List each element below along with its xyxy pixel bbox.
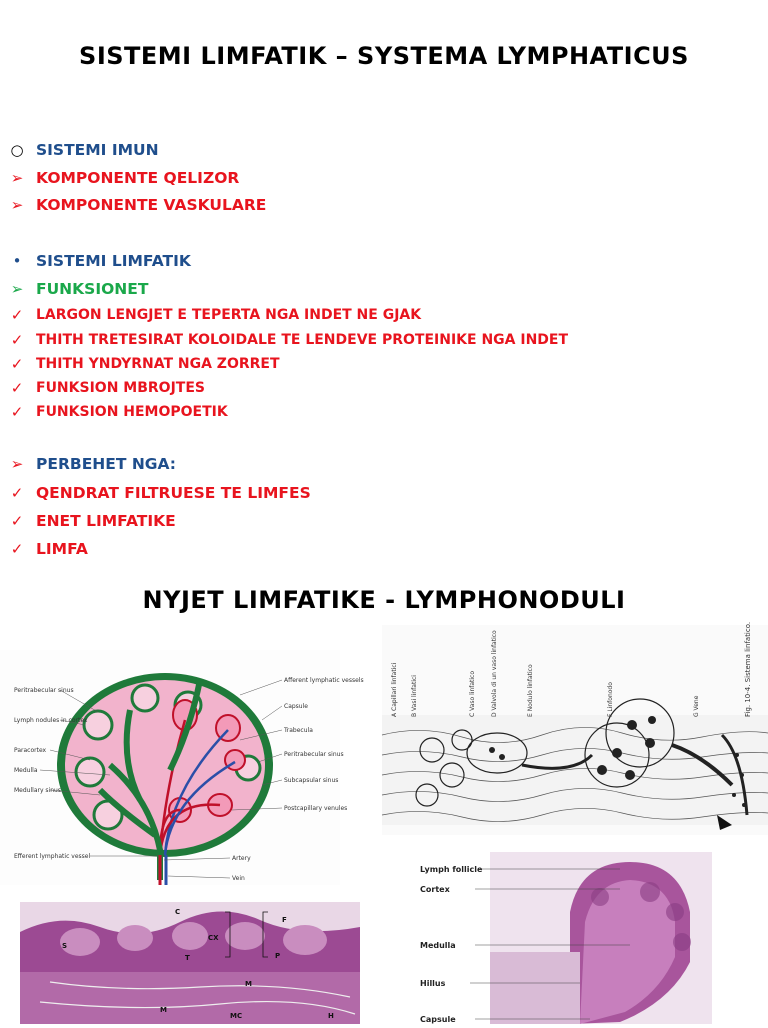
histology-label: C	[175, 908, 181, 916]
histology-micrograph-right	[420, 852, 712, 1024]
histology-label: MC	[230, 1012, 243, 1020]
histology-label: Capsule	[420, 1015, 456, 1024]
check-icon: ✓	[10, 403, 24, 421]
figure-caption: Fig. 10-4. Sistema linfatico.	[744, 621, 752, 717]
histology-micrograph-left	[20, 902, 360, 1024]
check-icon: ✓	[10, 512, 24, 530]
node-label: Postcapillary venules	[284, 805, 348, 812]
check-icon: ✓	[10, 355, 24, 373]
check-icon: ✓	[10, 331, 24, 349]
node-label: Paracortex	[14, 747, 47, 754]
list-item-text: KOMPONENTE QELIZOR	[36, 169, 240, 187]
histology-label: F	[282, 916, 287, 924]
node-label: Medullary sinus	[14, 787, 61, 794]
list-item-text: LIMFA	[36, 540, 88, 558]
node-label: Subcapsular sinus	[284, 777, 339, 784]
check-icon: ✓	[10, 484, 24, 502]
histology-label: Medulla	[420, 941, 456, 950]
check-icon: ✓	[10, 379, 24, 397]
histology-image	[420, 852, 712, 1024]
lymph-node-illustration	[0, 650, 364, 885]
node-label: Artery	[232, 855, 251, 862]
list-item-text: KOMPONENTE VASKULARE	[36, 196, 267, 214]
histology-label: S	[62, 942, 68, 950]
node-label: Capsule	[284, 703, 308, 710]
system-label: A Capillari linfatici	[391, 662, 398, 717]
system-label: C Vaso linfatico	[469, 670, 476, 717]
arrow-bullet-icon: ➢	[10, 280, 24, 298]
list-item-text: FUNKSION HEMOPOETIK	[36, 404, 228, 420]
list-item-text: LARGON LENGJET E TEPERTA NGA INDET NE GJAK	[36, 307, 422, 323]
node-label: Afferent lymphatic vessels	[284, 677, 364, 684]
node-label: Peritrabecular sinus	[284, 751, 344, 758]
system-label: F Linfonodo	[607, 682, 614, 717]
histology-label: T	[185, 954, 190, 962]
list-item-text: SISTEMI LIMFATIK	[36, 252, 191, 270]
node-label: Efferent lymphatic vessel	[14, 853, 91, 860]
lymphatic-system-illustration	[382, 621, 768, 835]
list-item-text: ENET LIMFATIKE	[36, 512, 176, 530]
histology-label: P	[275, 952, 281, 960]
system-label: E Nodulo linfatico	[527, 664, 534, 717]
node-label: Trabecula	[284, 727, 313, 734]
dot-bullet-icon: •	[12, 252, 22, 270]
arrow-bullet-icon: ➢	[10, 169, 24, 187]
check-icon: ✓	[10, 306, 24, 324]
system-label: D Valvola di un vaso linfatico	[491, 630, 498, 717]
arrow-bullet-icon: ➢	[10, 196, 24, 214]
list-item-text: FUNKSION MBROJTES	[36, 380, 205, 396]
section-title: NYJET LIMFATIKE - LYMPHONODULI	[142, 586, 626, 614]
histology-label: Lymph follicle	[420, 865, 483, 874]
histology-label: CX	[208, 934, 219, 942]
system-label: G Vene	[693, 695, 700, 717]
node-label: Peritrabecular sinus	[14, 687, 74, 694]
list-item-text: THITH YNDYRNAT NGA ZORRET	[36, 356, 280, 372]
circle-bullet-icon: ○	[10, 141, 24, 159]
node-label: Medulla	[14, 767, 38, 774]
histology-label: M	[245, 980, 252, 988]
list-item-text: SISTEMI IMUN	[36, 141, 159, 159]
node-label: Lymph nodules in cortex	[14, 717, 88, 724]
histology-label: Hillus	[420, 979, 446, 988]
lymphatic-system-diagram	[382, 621, 768, 835]
histology-label: M	[160, 1006, 167, 1014]
histology-image	[20, 902, 360, 1024]
arrow-bullet-icon: ➢	[10, 455, 24, 473]
check-icon: ✓	[10, 540, 24, 558]
list-item-text: PERBEHET NGA:	[36, 455, 176, 473]
histology-label: Cortex	[420, 885, 450, 894]
node-label: Vein	[232, 875, 245, 882]
lymph-node-diagram	[0, 650, 364, 885]
list-item-text: FUNKSIONET	[36, 280, 149, 298]
system-label: B Vasi linfatici	[411, 675, 418, 717]
histology-label: H	[328, 1012, 334, 1020]
list-item-text: THITH TRETESIRAT KOLOIDALE TE LENDEVE PROTEINIKE NGA INDET	[36, 332, 569, 348]
list-item-text: QENDRAT FILTRUESE TE LIMFES	[36, 484, 311, 502]
page-title: SISTEMI LIMFATIK – SYSTEMA LYMPHATICUS	[79, 42, 689, 70]
